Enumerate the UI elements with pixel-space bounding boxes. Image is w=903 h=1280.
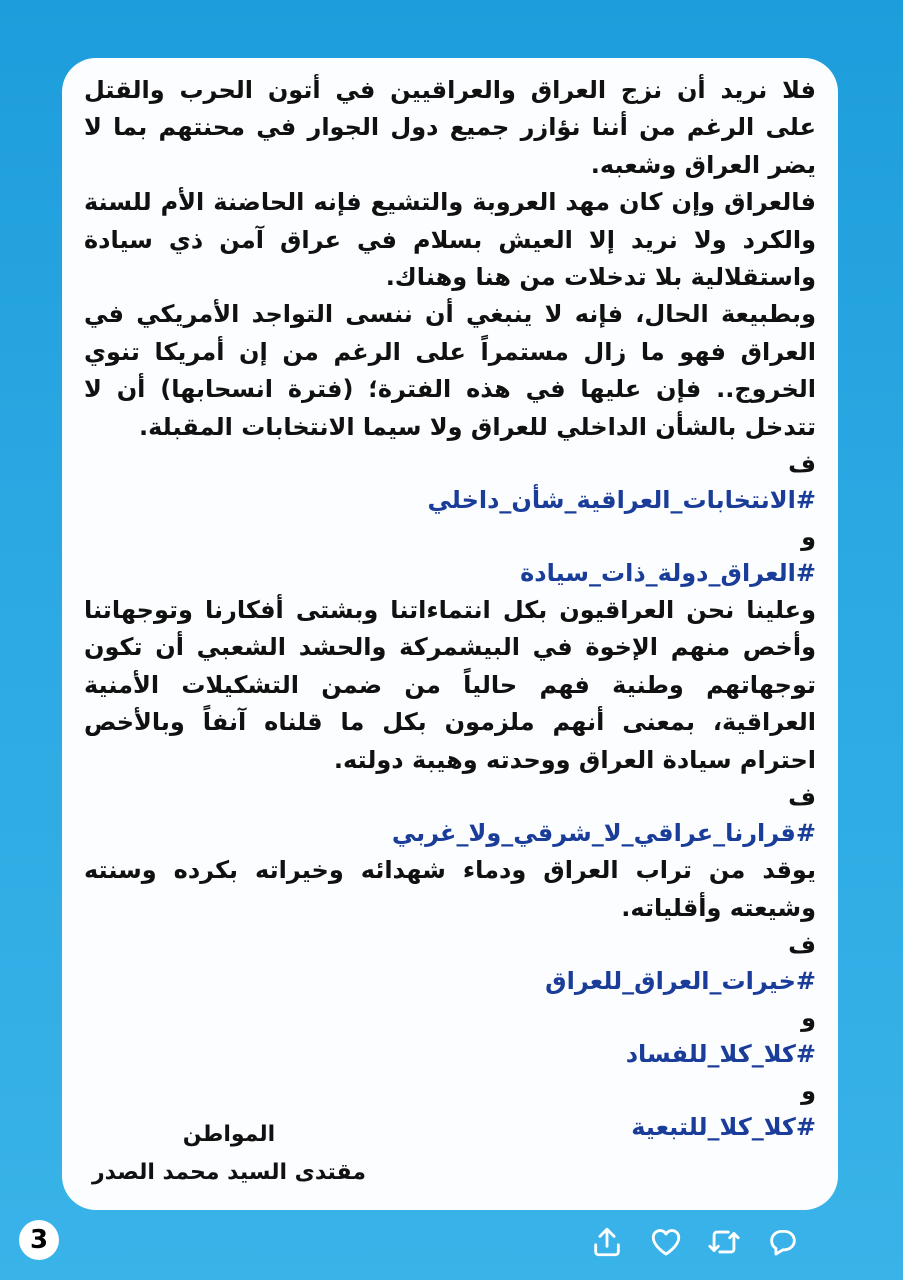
share-icon: [590, 1225, 624, 1259]
like-icon: [649, 1225, 683, 1259]
separator: ف: [788, 450, 816, 479]
separator: ف: [788, 783, 816, 812]
hashtag-link[interactable]: #خيرات_العراق_للعراق: [545, 966, 816, 995]
hashtag-link[interactable]: #كلا_كلا_للفساد: [625, 1039, 816, 1068]
like-button[interactable]: [649, 1225, 683, 1259]
retweet-icon: [707, 1225, 741, 1259]
reply-button[interactable]: [766, 1225, 800, 1259]
page-number: 3: [19, 1220, 59, 1260]
paragraph-2: فالعراق وإن كان مهد العروبة والتشيع فإنه الحاضنة الأم للسنة والكرد ولا نريد إلا العيش بسلام في عراق آمن ذي سيادة واستقلالية بلا تدخلات من هنا وهناك.: [84, 188, 816, 292]
paragraph-5: يوقد من تراب العراق ودماء شهدائه وخيراته بكرده وسنته وشيعته وأقلياته.: [84, 856, 816, 922]
tweet-actions: [590, 1222, 800, 1262]
paragraph-4: وعلينا نحن العراقيون بكل انتماءاتنا وبشتى أفكارنا وتوجهاتنا وأخص منهم الإخوة في البيشمركة والحشد الشعبي أن تكون توجهاتهم وطنية فهم حالياً من ضمن التشكيلات الأمنية العراقية، بمعنى أنهم ملزمون بكل ما قلناه آنفاً وبالأخص احترام سيادة العراق ووحدته وهيبة دولته.: [84, 596, 816, 774]
hashtag-link[interactable]: #العراق_دولة_ذات_سيادة: [520, 559, 816, 588]
hashtag-link[interactable]: #كلا_كلا_للتبعية: [631, 1112, 816, 1141]
separator: ف: [788, 930, 816, 959]
hashtag-link[interactable]: #الانتخابات_العراقية_شأن_داخلي: [427, 486, 816, 515]
paragraph-1: فلا نريد أن نزج العراق والعراقيين في أتون الحرب والقتل على الرغم من أننا نؤازر جميع دول الجوار في محنتهم بما لا يضر العراق وشعبه.: [84, 76, 816, 179]
separator: و: [801, 1003, 816, 1032]
separator: و: [801, 523, 816, 552]
hashtag-link[interactable]: #قرارنا_عراقي_لا_شرقي_ولا_غربي: [391, 819, 816, 848]
signature: [84, 1116, 374, 1192]
signature-title: المواطن: [182, 1122, 276, 1147]
share-button[interactable]: [590, 1225, 624, 1259]
retweet-button[interactable]: [707, 1225, 741, 1259]
reply-icon: [766, 1225, 800, 1259]
post-body: [84, 72, 816, 1146]
post-card: [62, 58, 838, 1210]
separator: و: [801, 1076, 816, 1105]
signature-name: مقتدى السيد محمد الصدر: [92, 1160, 366, 1185]
paragraph-3: وبطبيعة الحال، فإنه لا ينبغي أن ننسى التواجد الأمريكي في العراق فهو ما زال مستمراً على الرغم من إن أمريكا تنوي الخروج.. فإن عليها في هذه الفترة؛ (فترة انسحابها) أن لا تتدخل بالشأن الداخلي للعراق ولا سيما الانتخابات المقبلة.: [84, 300, 816, 441]
